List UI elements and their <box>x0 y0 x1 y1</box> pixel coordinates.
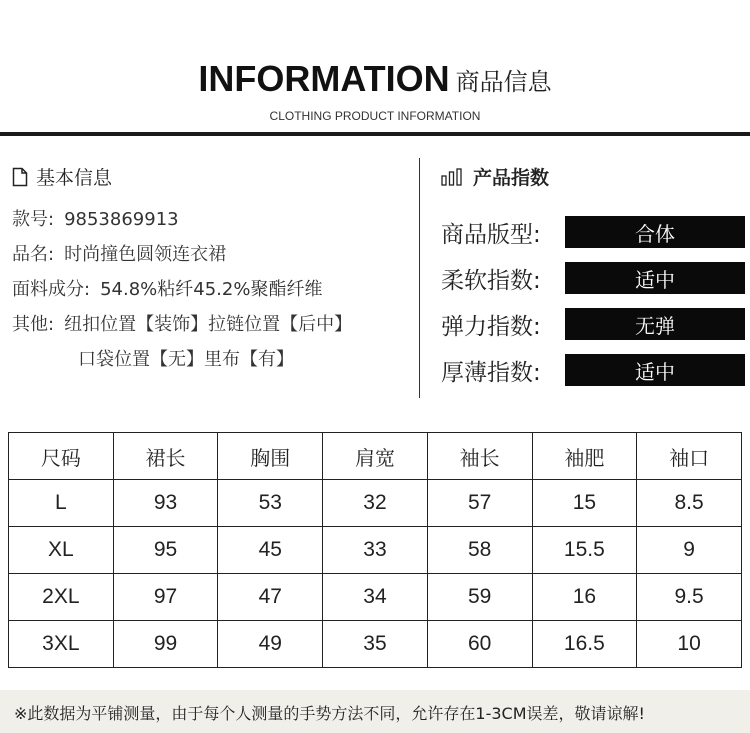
table-cell: 33 <box>323 527 428 574</box>
index-value-box: 适中 <box>565 354 745 386</box>
index-row-softness <box>441 262 745 294</box>
table-header-row <box>9 433 742 480</box>
index-row-fit <box>441 216 745 248</box>
size-table <box>8 432 742 668</box>
table-row <box>9 621 742 668</box>
basic-info-heading <box>12 163 112 190</box>
table-header-cell: 尺码 <box>9 433 114 480</box>
info-value: 54.8%粘纤45.2%聚酯纤维 <box>100 279 323 300</box>
table-cell: 59 <box>427 574 532 621</box>
table-header-cell: 袖肥 <box>532 433 637 480</box>
measurement-disclaimer: ※此数据为平铺测量，由于每个人测量的手势方法不同，允许存在1-3CM误差，敬请谅解! <box>14 704 645 723</box>
table-header-cell: 袖长 <box>427 433 532 480</box>
basic-info-heading-text: 基本信息 <box>36 167 113 189</box>
info-item-other <box>12 310 352 336</box>
info-item-style-no <box>12 205 179 231</box>
table-cell: 32 <box>323 480 428 527</box>
info-value: 纽扣位置【装饰】拉链位置【后中】 <box>64 314 353 335</box>
table-cell: 95 <box>113 527 218 574</box>
table-cell: 2XL <box>9 574 114 621</box>
table-row <box>9 527 742 574</box>
table-cell: 34 <box>323 574 428 621</box>
table-cell: 10 <box>637 621 742 668</box>
bar-chart-icon <box>441 168 463 186</box>
table-cell: 57 <box>427 480 532 527</box>
table-cell: 16 <box>532 574 637 621</box>
document-icon <box>12 167 28 187</box>
page-subtitle: CLOTHING PRODUCT INFORMATION <box>269 109 481 123</box>
product-index-heading-text: 产品指数 <box>473 167 550 189</box>
table-cell: 15 <box>532 480 637 527</box>
table-header-cell: 肩宽 <box>323 433 428 480</box>
index-label: 商品版型: <box>441 221 541 248</box>
info-label: 其他: <box>12 314 55 335</box>
footer-note-bar <box>0 690 750 733</box>
table-cell: 45 <box>218 527 323 574</box>
table-cell: 9 <box>637 527 742 574</box>
column-divider <box>419 158 420 398</box>
header-divider <box>0 132 750 136</box>
index-label: 柔软指数: <box>441 267 541 294</box>
title-english: INFORMATION <box>198 58 450 99</box>
info-label: 款号: <box>12 209 55 230</box>
table-row <box>9 574 742 621</box>
table-header-cell: 袖口 <box>637 433 742 480</box>
table-cell: 49 <box>218 621 323 668</box>
info-value: 时尚撞色圆领连衣裙 <box>64 244 227 265</box>
page-title <box>0 58 750 100</box>
info-item-fabric <box>12 275 322 301</box>
index-value-box: 适中 <box>565 262 745 294</box>
table-header-cell: 裙长 <box>113 433 218 480</box>
table-cell: 97 <box>113 574 218 621</box>
table-row <box>9 480 742 527</box>
table-cell: 53 <box>218 480 323 527</box>
info-label: 面料成分: <box>12 279 91 300</box>
table-cell: 93 <box>113 480 218 527</box>
index-value-box: 无弹 <box>565 308 745 340</box>
product-index-heading <box>441 163 549 190</box>
table-cell: 3XL <box>9 621 114 668</box>
table-cell: 35 <box>323 621 428 668</box>
info-label: 品名: <box>12 244 55 265</box>
table-cell: 58 <box>427 527 532 574</box>
index-row-thickness <box>441 354 745 386</box>
table-cell: 15.5 <box>532 527 637 574</box>
info-item-product-name <box>12 240 226 266</box>
index-label: 厚薄指数: <box>441 359 541 386</box>
title-chinese: 商品信息 <box>455 67 552 96</box>
table-cell: 47 <box>218 574 323 621</box>
table-cell: 60 <box>427 621 532 668</box>
table-cell: XL <box>9 527 114 574</box>
index-value-box: 合体 <box>565 216 745 248</box>
table-cell: 8.5 <box>637 480 742 527</box>
table-header-cell: 胸围 <box>218 433 323 480</box>
table-cell: 9.5 <box>637 574 742 621</box>
info-value: 9853869913 <box>64 209 179 230</box>
table-cell: 99 <box>113 621 218 668</box>
index-row-elasticity <box>441 308 745 340</box>
info-item-other-line2: 口袋位置【无】里布【有】 <box>78 349 294 370</box>
index-label: 弹力指数: <box>441 313 541 340</box>
table-cell: L <box>9 480 114 527</box>
table-cell: 16.5 <box>532 621 637 668</box>
